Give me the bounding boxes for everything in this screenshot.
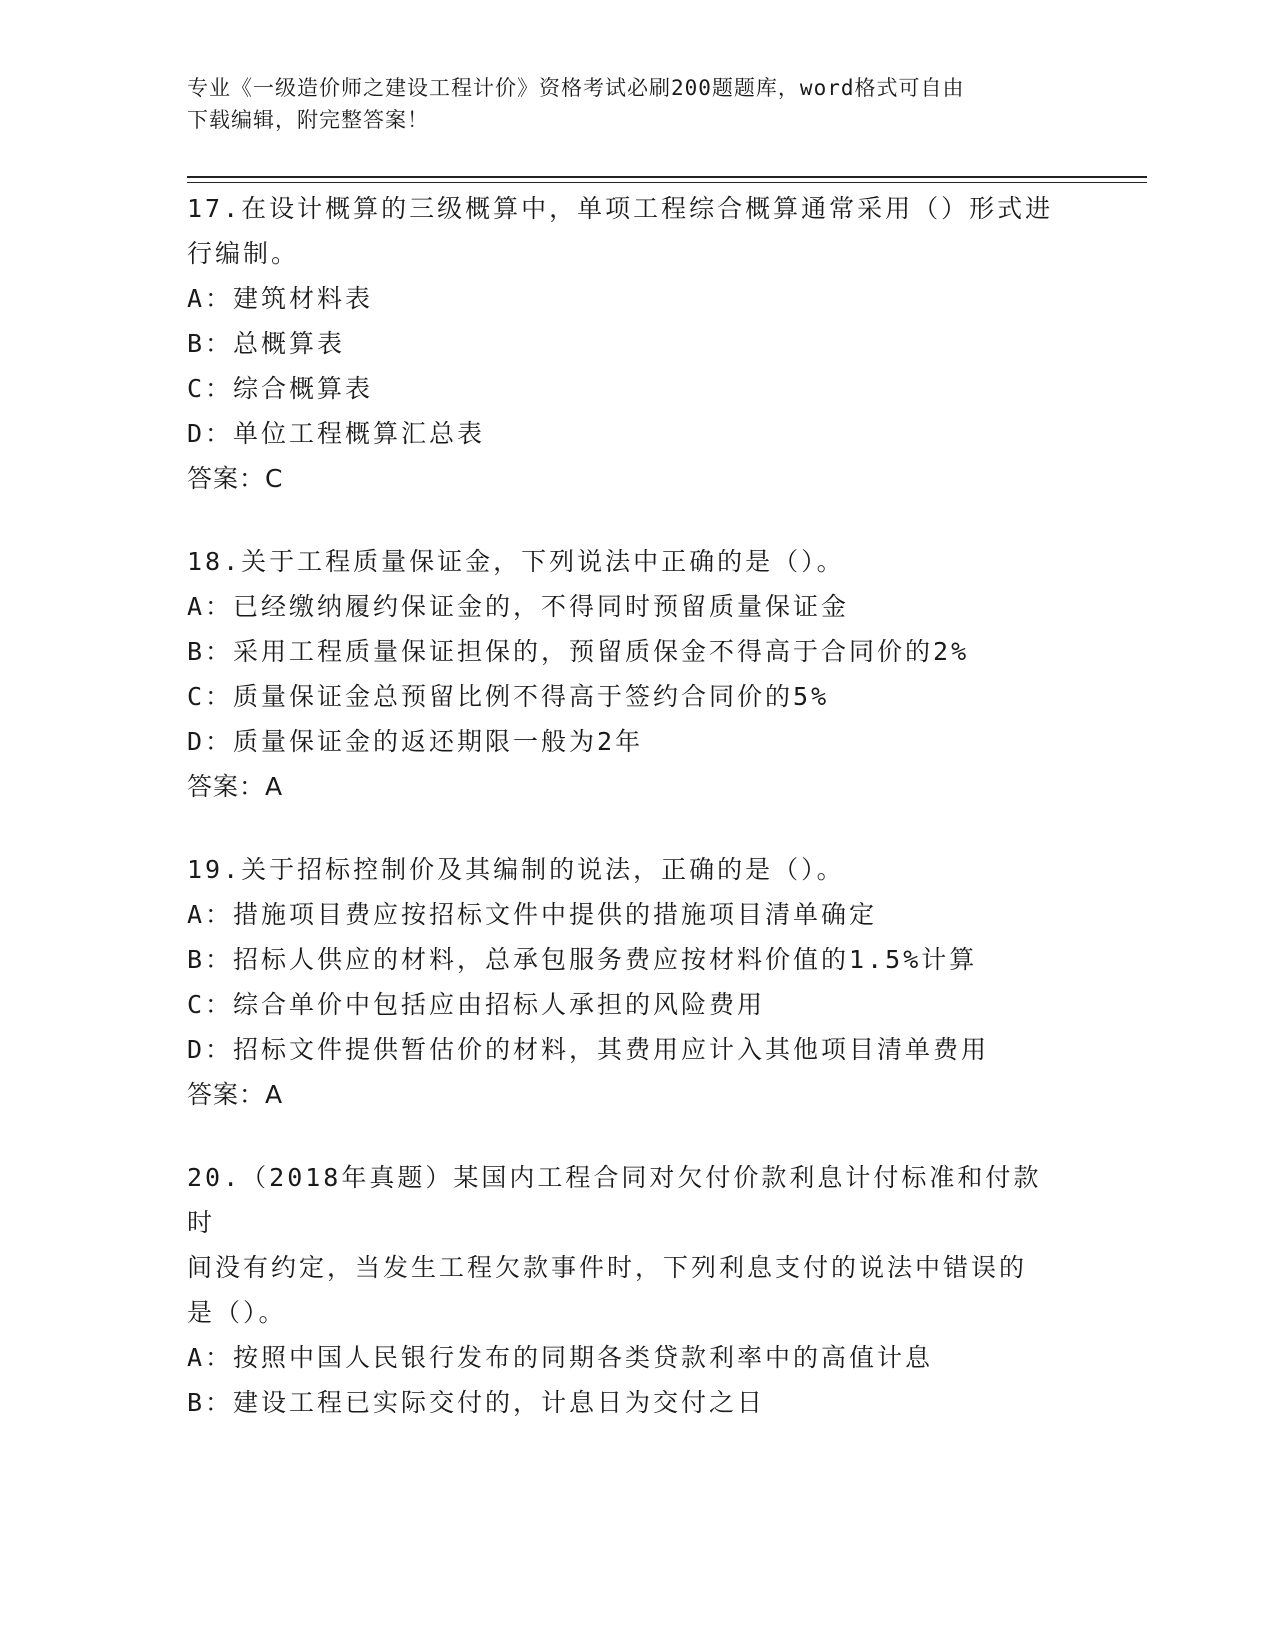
option-a: A：按照中国人民银行发布的同期各类贷款利率中的高值计息	[187, 1343, 934, 1372]
answer: 答案：C	[187, 464, 284, 493]
option-c: C：综合概算表	[187, 374, 374, 403]
question-stem-line: 间没有约定，当发生工程欠款事件时，下列利息支付的说法中错误的	[187, 1253, 1028, 1282]
question-17	[187, 186, 1087, 501]
question-20	[187, 1155, 1087, 1425]
question-stem-line: 18.关于工程质量保证金，下列说法中正确的是（）。	[187, 547, 845, 576]
document-header	[187, 72, 1087, 136]
header-line-1: 专业《一级造价师之建设工程计价》资格考试必刷200题题库，word格式可自由	[187, 76, 965, 100]
option-b: B：总概算表	[187, 329, 346, 358]
option-a: A：已经缴纳履约保证金的，不得同时预留质量保证金	[187, 592, 850, 621]
answer: 答案：A	[187, 1080, 284, 1109]
option-b: B：采用工程质量保证担保的，预留质保金不得高于合同价的2%	[187, 637, 970, 666]
question-list	[187, 186, 1087, 1463]
question-stem-line: 17.在设计概算的三级概算中，单项工程综合概算通常采用（）形式进	[187, 194, 1054, 223]
option-b: B：招标人供应的材料，总承包服务费应按材料价值的1.5%计算	[187, 945, 978, 974]
header-divider-thin	[187, 182, 1147, 183]
answer: 答案：A	[187, 772, 284, 801]
option-c: C：质量保证金总预留比例不得高于签约合同价的5%	[187, 682, 830, 711]
option-d: D：质量保证金的返还期限一般为2年	[187, 727, 644, 756]
option-a: A：措施项目费应按招标文件中提供的措施项目清单确定	[187, 900, 878, 929]
question-stem-line: 20.（2018年真题）某国内工程合同对欠付价款利息计付标准和付款时	[187, 1163, 1042, 1237]
header-line-2: 下载编辑，附完整答案！	[187, 108, 429, 132]
question-stem-line: 19.关于招标控制价及其编制的说法，正确的是（）。	[187, 855, 845, 884]
question-stem-line: 是（）。	[187, 1298, 287, 1327]
question-19	[187, 847, 1087, 1117]
option-d: D：单位工程概算汇总表	[187, 419, 486, 448]
header-divider-thick	[187, 176, 1147, 178]
option-b: B：建设工程已实际交付的，计息日为交付之日	[187, 1388, 766, 1417]
option-d: D：招标文件提供暂估价的材料，其费用应计入其他项目清单费用	[187, 1035, 990, 1064]
question-stem-line: 行编制。	[187, 239, 300, 268]
question-18	[187, 539, 1087, 809]
option-a: A：建筑材料表	[187, 284, 374, 313]
option-c: C：综合单价中包括应由招标人承担的风险费用	[187, 990, 766, 1019]
